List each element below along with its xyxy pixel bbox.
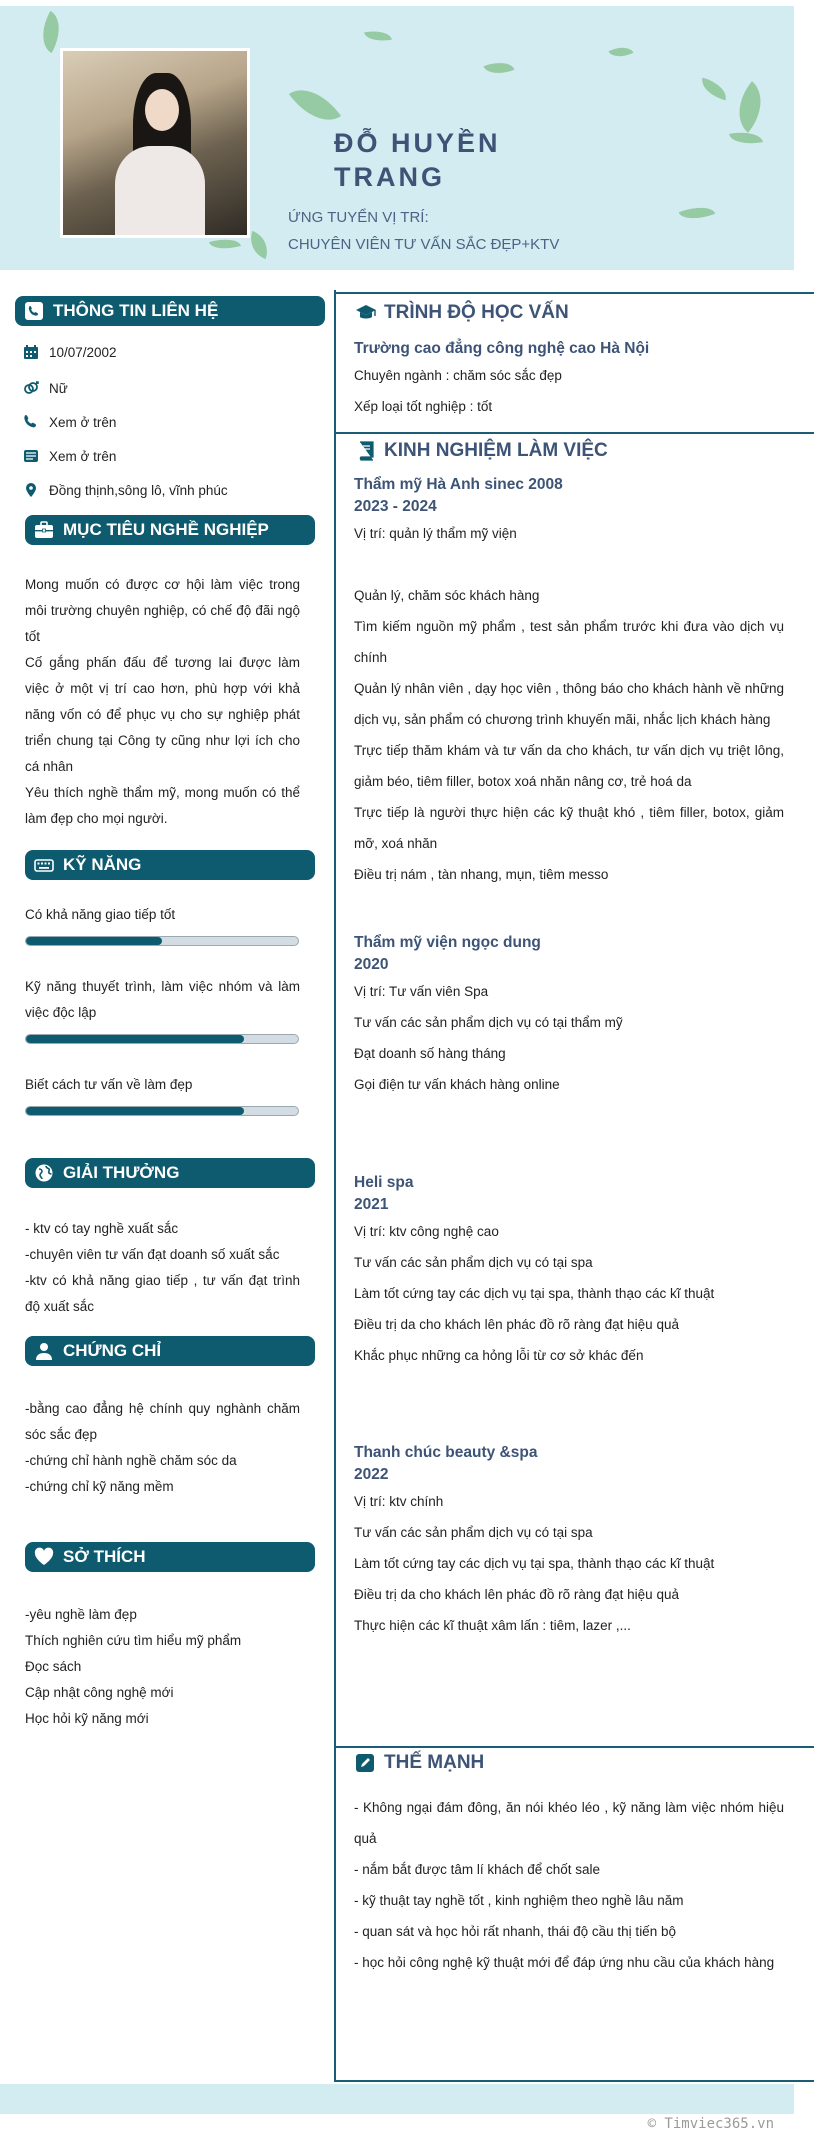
education-title-text: TRÌNH ĐỘ HỌC VẤN: [384, 302, 569, 323]
job-company-name: Thẩm mỹ Hà Anh sinec 2008: [354, 476, 563, 493]
gender-icon: [22, 379, 40, 397]
strength-line: - kỹ thuật tay nghề tốt , kinh nghiệm theo nghề lâu năm: [354, 1893, 684, 1908]
objective-line: Cố gắng phấn đấu để tương lai được làm việc ở một vị trí cao hơn, phù hợp với khả năng vốn có để phục vụ cho sự nghiệp phát triển chung tại Công ty cũng như lợi ích cho cá nhân: [25, 655, 300, 774]
job-period: 2023 - 2024: [354, 498, 437, 515]
section-divider: [334, 432, 814, 434]
job-period: 2022: [354, 1466, 389, 1483]
job-company: [354, 1442, 784, 1486]
job-detail-line: Trực tiếp là người thực hiện các kỹ thuật khó , tiêm filler, botox, giảm mỡ, xoá nhăn: [354, 805, 784, 851]
section-divider: [334, 1746, 814, 1748]
strength-line: - học hỏi công nghệ kỹ thuật mới để đáp ứng nhu cầu của khách hàng: [354, 1955, 775, 1970]
strength-line: - quan sát và học hỏi rất nhanh, thái độ cầu thị tiến bộ: [354, 1924, 676, 1939]
job-detail-line: Làm tốt cứng tay các dịch vụ tại spa, thành thạo các kĩ thuật: [354, 1286, 715, 1301]
job-detail-line: Đạt doanh số hàng tháng: [354, 1046, 506, 1061]
job-detail-line: Tư vấn các sản phẩm dịch vụ có tại spa: [354, 1255, 593, 1270]
certificate-line: -bằng cao đẳng hệ chính quy nghành chăm sóc sắc đẹp: [25, 1401, 300, 1442]
job-detail-line: Tìm kiếm nguồn mỹ phẩm , test sản phẩm trước khi đưa vào dịch vụ chính: [354, 619, 784, 665]
calendar-icon: [22, 343, 40, 361]
job-role: Vị trí: ktv chính: [354, 1494, 444, 1509]
skill-level-bar: [25, 1034, 299, 1044]
right-column-border: [334, 290, 336, 2082]
job-detail-line: Điều trị da cho khách lên phác đồ rõ ràng đạt hiệu quả: [354, 1587, 679, 1602]
school-name: Trường cao đẳng công nghệ cao Hà Nội: [354, 340, 650, 357]
strength-line: - nắm bắt được tâm lí khách để chốt sale: [354, 1862, 601, 1877]
phone-icon: [23, 300, 45, 322]
job-details: [354, 1486, 784, 1641]
job-period: 2021: [354, 1196, 389, 1213]
award-line: -chuyên viên tư vấn đạt doanh số xuất sắc: [25, 1247, 280, 1262]
keyboard-icon: [33, 854, 55, 876]
strengths-text: [354, 1792, 784, 1978]
leaf-decoration: [698, 78, 729, 101]
job-detail-line: Điều trị nám , tàn nhang, mụn, tiêm messo: [354, 867, 609, 882]
gender-value: Nữ: [49, 380, 68, 396]
applied-position: [288, 204, 559, 258]
hobby-line: -yêu nghề làm đẹp: [25, 1607, 137, 1622]
award-line: -ktv có khả năng giao tiếp , tư vấn đạt trình độ xuất sắc: [25, 1273, 300, 1314]
phone-icon: [22, 413, 40, 431]
job-company-name: Thẩm mỹ viện ngọc dung: [354, 934, 541, 951]
objective-title-text: MỤC TIÊU NGHỀ NGHIỆP: [63, 520, 269, 539]
hobby-line: Học hỏi kỹ năng mới: [25, 1711, 149, 1726]
job-role: Vị trí: ktv công nghệ cao: [354, 1224, 499, 1239]
leaf-decoration: [364, 28, 392, 44]
certificates-text: [25, 1396, 300, 1500]
strengths-title-text: THẾ MẠNH: [384, 1752, 485, 1773]
job-detail-line: Làm tốt cứng tay các dịch vụ tại spa, thành thạo các kĩ thuật: [354, 1556, 715, 1571]
job-company: [354, 932, 784, 976]
awards-text: [25, 1216, 300, 1320]
heart-icon: [33, 1546, 55, 1568]
user-icon: [33, 1340, 55, 1362]
skill-name: Biết cách tư vấn về làm đẹp: [25, 1077, 193, 1092]
certificate-line: -chứng chỉ hành nghề chăm sóc da: [25, 1453, 237, 1468]
leaf-decoration: [679, 201, 716, 226]
experience-title-text: KINH NGHIỆM LÀM VIỆC: [384, 440, 608, 461]
job-detail-line: Quản lý, chăm sóc khách hàng: [354, 588, 540, 603]
job-company-name: Thanh chúc beauty &spa: [354, 1444, 538, 1461]
objective-section-title: [25, 515, 315, 545]
strengths-section-title: [354, 1752, 484, 1774]
job-company: [354, 474, 784, 518]
job-details: [354, 976, 784, 1100]
job-detail-line: Điều trị da cho khách lên phác đồ rõ ràng đạt hiệu quả: [354, 1317, 679, 1332]
hobbies-section-title: [25, 1542, 315, 1572]
job-detail-line: Tư vấn các sản phẩm dịch vụ có tại thẩm mỹ: [354, 1015, 623, 1030]
job-details: [354, 580, 784, 890]
candidate-name: ĐỖ HUYỀN TRANG: [334, 128, 501, 192]
skill-level-bar: [25, 1106, 299, 1116]
position-label: ỨNG TUYỂN VỊ TRÍ:: [288, 209, 429, 226]
job-detail-line: Gọi điện tư vấn khách hàng online: [354, 1077, 560, 1092]
job-detail-line: Quản lý nhân viên , dạy học viên , thông báo cho khách hành về những dịch vụ, sản phẩm có chương trình khuyến mãi, nhắc lịch khách hàng: [354, 681, 784, 727]
address-value: Đồng thịnh,sông lô, vĩnh phúc: [49, 482, 228, 498]
hobbies-title-text: SỞ THÍCH: [63, 1547, 146, 1566]
skill-name: Kỹ năng thuyết trình, làm việc nhóm và làm việc độc lập: [25, 979, 300, 1020]
contact-address: [22, 480, 228, 500]
award-line: - ktv có tay nghề xuất sắc: [25, 1221, 179, 1236]
skills-title-text: KỸ NĂNG: [63, 855, 142, 874]
cv-footer-band: [0, 2084, 794, 2114]
contact-birthday: [22, 342, 117, 362]
job-details: [354, 1216, 784, 1371]
skills-section-title: [25, 850, 315, 880]
job-detail-line: Khắc phục những ca hỏng lỗi từ cơ sở khác đến: [354, 1348, 644, 1363]
job-role: Vị trí: Tư vấn viên Spa: [354, 984, 489, 999]
site-watermark: © Timviec365.vn: [647, 2116, 774, 2132]
edit-icon: [354, 1752, 378, 1774]
education-details: [354, 360, 784, 422]
leaf-decoration: [289, 77, 341, 134]
certificates-title-text: CHỨNG CHỈ: [63, 1341, 162, 1360]
hobby-line: Đọc sách: [25, 1659, 82, 1674]
location-pin-icon: [22, 481, 40, 499]
skill-name: Có khả năng giao tiếp tốt: [25, 907, 176, 922]
graduation-cap-icon: [354, 302, 378, 324]
certificate-line: -chứng chỉ kỹ năng mềm: [25, 1479, 174, 1494]
cv-header: [0, 6, 794, 270]
contact-title-text: THÔNG TIN LIÊN HỆ: [53, 301, 219, 320]
job-period: 2020: [354, 956, 389, 973]
book-icon: [354, 440, 378, 462]
contact-gender: [22, 378, 68, 398]
job-detail-line: Tư vấn các sản phẩm dịch vụ có tại spa: [354, 1525, 593, 1540]
experience-section-title: [354, 440, 608, 462]
skill-level-bar: [25, 936, 299, 946]
email-icon: [22, 447, 40, 465]
awards-title-text: GIẢI THƯỞNG: [63, 1163, 180, 1182]
hobby-line: Cập nhật công nghệ mới: [25, 1685, 174, 1700]
job-company: [354, 1172, 784, 1216]
awards-section-title: [25, 1158, 315, 1188]
leaf-decoration: [483, 57, 514, 80]
email-value: Xem ở trên: [49, 448, 117, 464]
education-grade: Xếp loại tốt nghiệp : tốt: [354, 399, 493, 414]
contact-email: [22, 446, 116, 466]
birthday-value: 10/07/2002: [49, 344, 117, 360]
phone-value: Xem ở trên: [49, 414, 117, 430]
globe-icon: [33, 1162, 55, 1184]
hobby-line: Thích nghiên cứu tìm hiểu mỹ phẩm: [25, 1633, 242, 1648]
education-major: Chuyên ngành : chăm sóc sắc đẹp: [354, 368, 562, 383]
education-section-title: [354, 302, 569, 324]
section-divider: [334, 292, 814, 294]
leaf-decoration: [725, 81, 775, 132]
position-value: CHUYÊN VIÊN TƯ VẤN SẮC ĐẸP+KTV: [288, 236, 560, 253]
leaf-decoration: [32, 11, 69, 53]
strength-line: - Không ngại đám đông, ăn nói khéo léo , kỹ năng làm việc nhóm hiệu quả: [354, 1800, 784, 1846]
briefcase-icon: [33, 519, 55, 541]
objective-line: Yêu thích nghề thẩm mỹ, mong muốn có thể làm đẹp cho mọi người.: [25, 785, 300, 826]
leaf-decoration: [608, 42, 633, 62]
objective-text: [25, 572, 300, 832]
job-detail-line: Thực hiện các kĩ thuật xâm lấn : tiêm, lazer ,...: [354, 1618, 631, 1633]
job-company-name: Heli spa: [354, 1174, 414, 1191]
objective-line: Mong muốn có được cơ hội làm việc trong môi trường chuyên nghiệp, có chế độ đãi ngộ tốt: [25, 577, 300, 644]
section-divider: [334, 2080, 814, 2082]
certificates-section-title: [25, 1336, 315, 1366]
hobbies-text: [25, 1602, 300, 1732]
job-role: Vị trí: quản lý thẩm mỹ viện: [354, 526, 517, 541]
contact-phone: [22, 412, 116, 432]
contact-section-title: [15, 296, 325, 326]
profile-photo: [60, 48, 250, 238]
job-detail-line: Trực tiếp thăm khám và tư vấn da cho khách, tư vấn dịch vụ triệt lông, giảm béo, tiêm filler, botox xoá nhăn nâng cơ, trẻ hoá da: [354, 743, 784, 789]
